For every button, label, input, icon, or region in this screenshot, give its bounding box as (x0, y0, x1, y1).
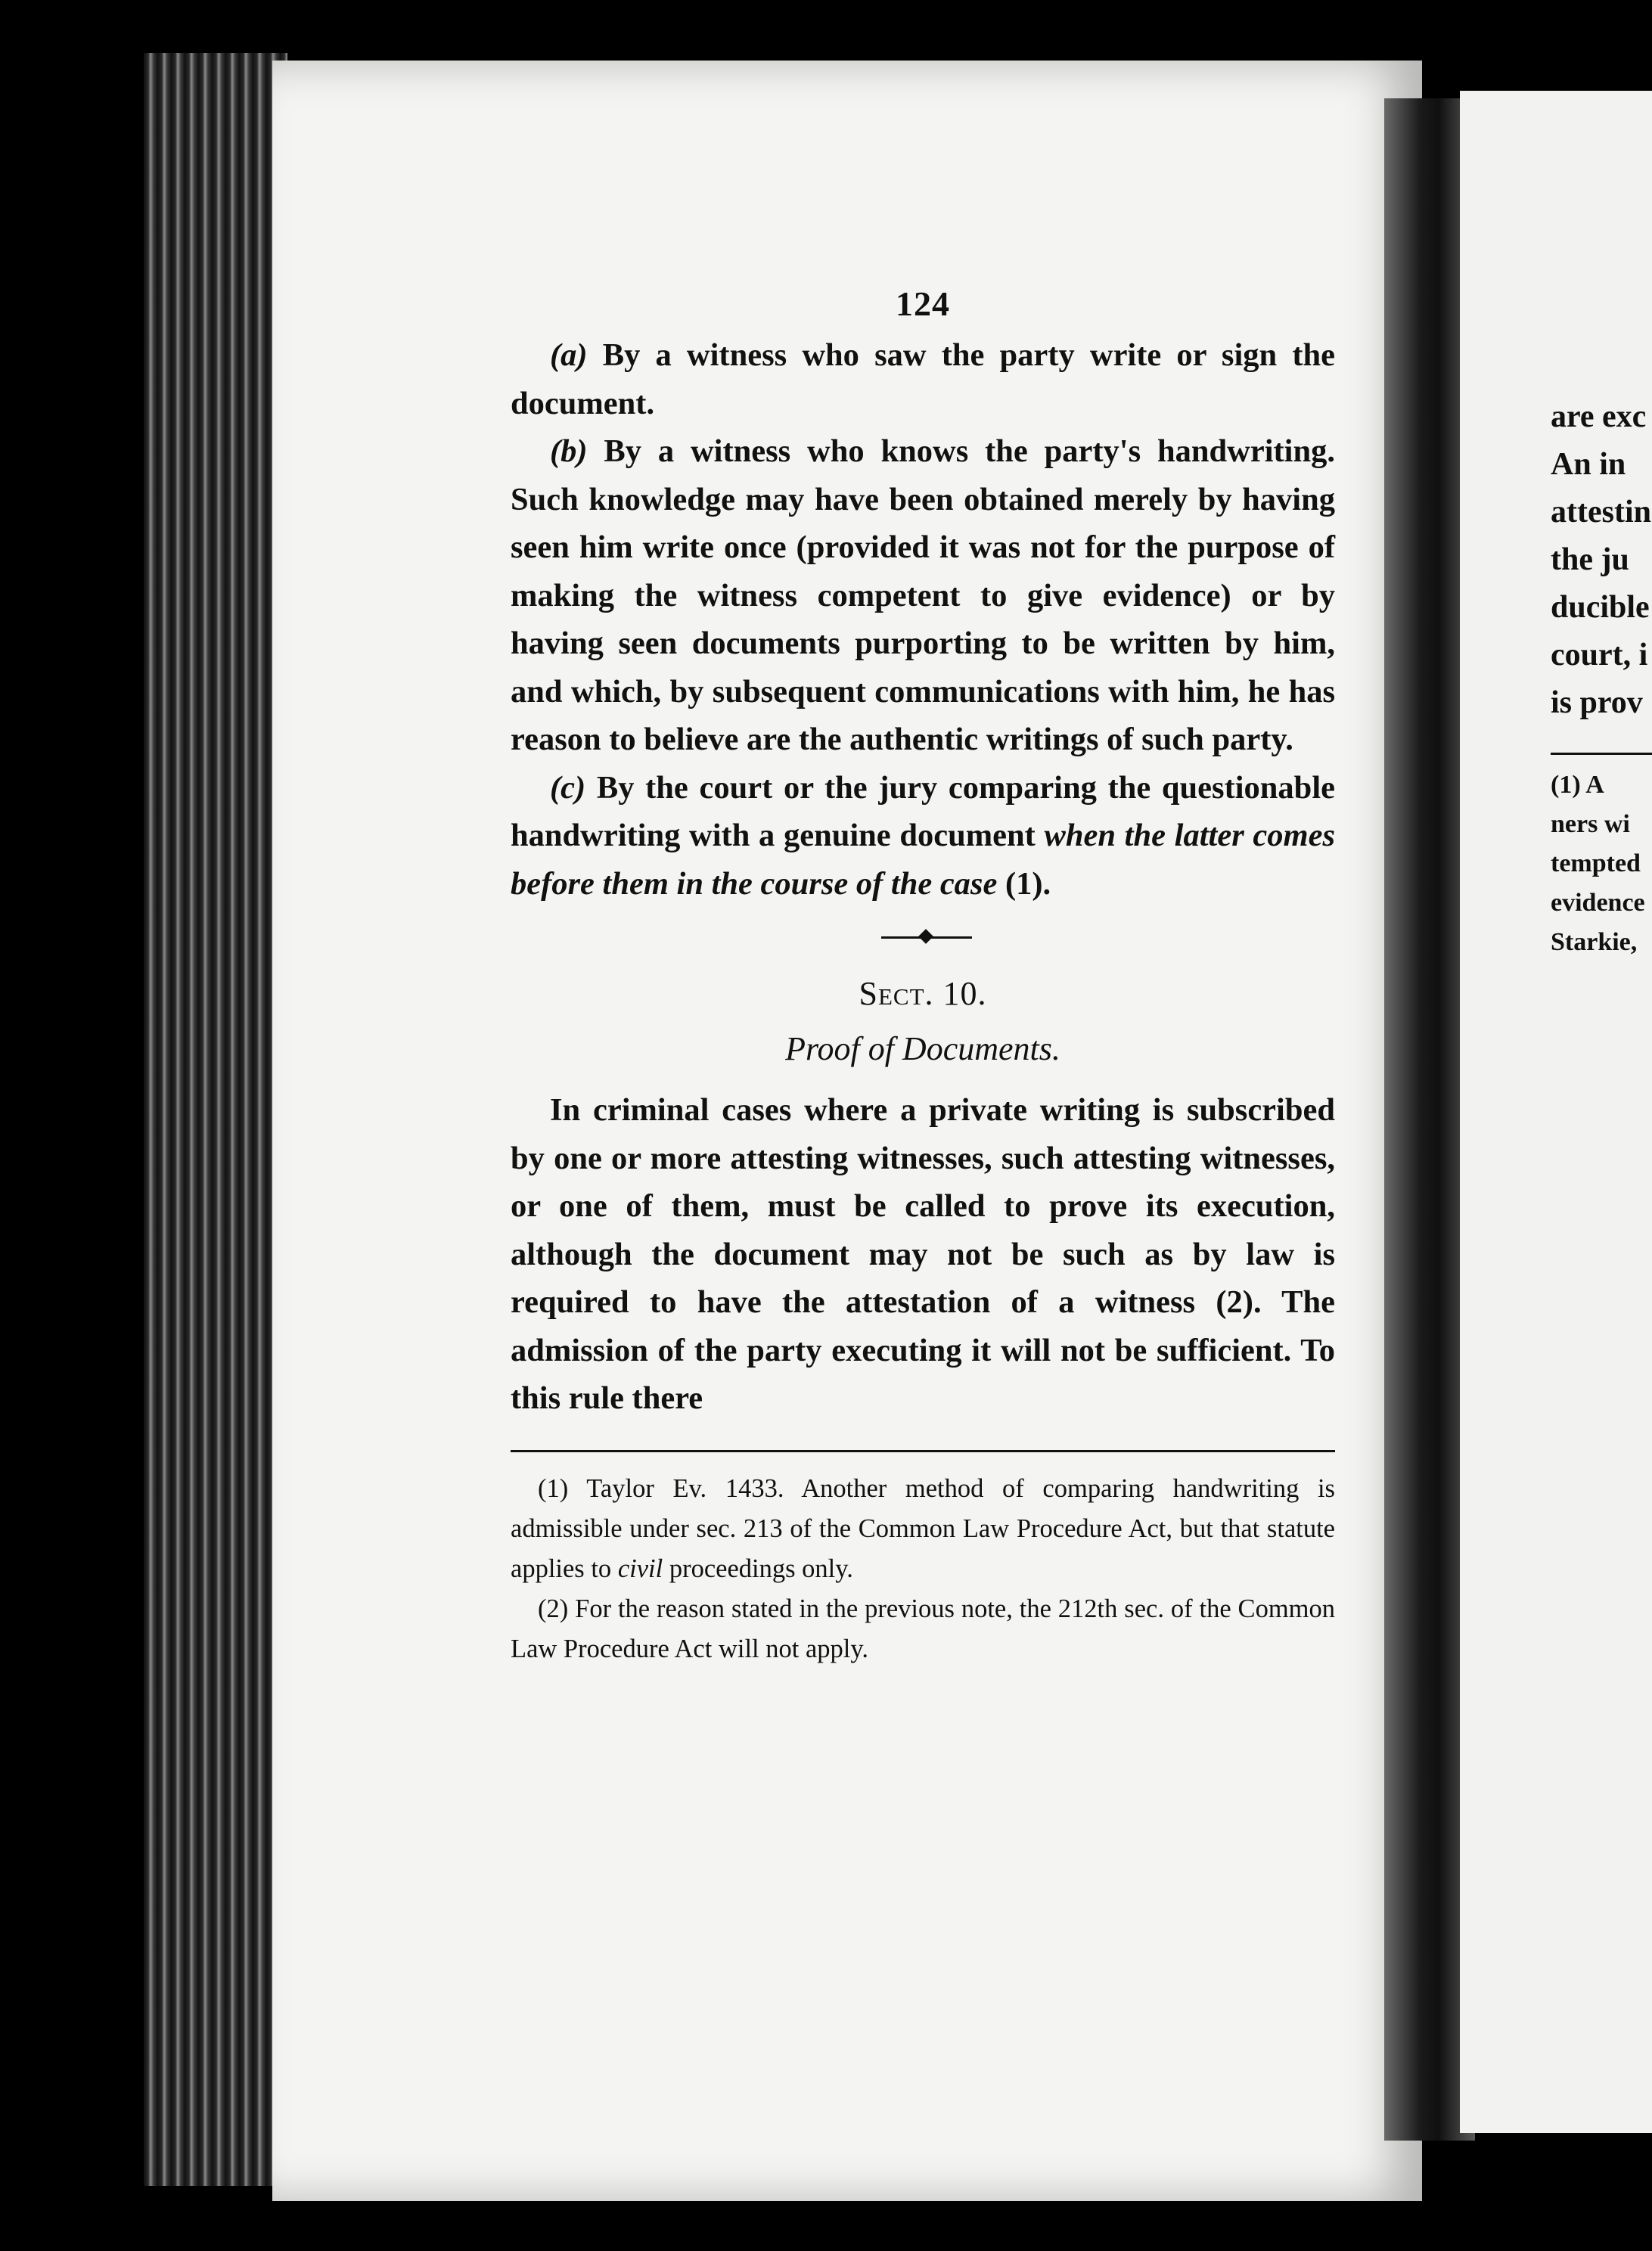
right-page-line: is prov (1551, 685, 1643, 720)
footnote-1 (511, 1469, 1335, 1589)
ornament-diamond-icon (918, 929, 933, 944)
paragraph-label: (b) (550, 433, 588, 469)
section-ornament (511, 926, 1335, 949)
right-page-text (1551, 393, 1652, 962)
paragraph-b (511, 427, 1335, 764)
footnote-italic-text: civil (617, 1554, 663, 1583)
page-number: 124 (896, 284, 950, 323)
section-heading: Sect. 10. (859, 975, 987, 1012)
right-page-line: are exc (1551, 399, 1647, 434)
section-body: In criminal cases where a private writing is subscribed by one or more attesting witnesses, such attesting witnesses, or one of them, must be called to prove its execution, although the document may not be such as by law is required to have the attestation of a witness (2). The admission of the party executing it will not be sufficient. To this rule there (511, 1092, 1335, 1416)
right-footnote-divider (1551, 753, 1652, 755)
paragraph-c (511, 764, 1335, 908)
paragraph-italic-text: when the latter comes before them in the course of the case (511, 818, 1335, 902)
right-page-line: attestin (1551, 495, 1651, 529)
book-page-edges (144, 53, 287, 2186)
footnote-text: (1) Taylor Ev. 1433. Another method of comparing handwriting is admissible under sec. 213 of the Common Law Procedure Act, but that statute applies to (511, 1473, 1335, 1583)
right-page-line: the ju (1551, 542, 1629, 577)
right-page-note-line: Starkie, (1551, 928, 1638, 956)
section-title: Proof of Documents. (785, 1030, 1060, 1067)
right-page-line: An in (1551, 447, 1626, 482)
paragraph-text: By the court or the jury comparing the questionable handwriting with a genuine document (511, 769, 1335, 853)
footnote-text-end: proceedings only. (663, 1554, 853, 1583)
right-page-note-line: ners wi (1551, 810, 1630, 838)
paragraph-a (511, 331, 1335, 427)
right-page-line: ducible (1551, 590, 1650, 625)
right-page-note-line: tempted (1551, 849, 1641, 877)
left-page-text (511, 284, 1335, 1669)
right-page-line: court, i (1551, 638, 1648, 672)
footnote-2: (2) For the reason stated in the previous note, the 212th sec. of the Common Law Procedure Act will not apply. (511, 1594, 1335, 1663)
paragraph-text-end: (1). (997, 865, 1051, 902)
footnote-divider (511, 1450, 1335, 1452)
right-page-note-line: (1) A (1551, 771, 1604, 799)
paragraph-label: (a) (550, 337, 588, 373)
paragraph-text: By a witness who knows the party's handwriting. Such knowledge may have been obtained merely by having seen him write once (provided it was not for the purpose of making the witness competent to give evidence) or by having seen documents purporting to be written by him, and which, by subsequent communications with him, he has reason to believe are the authentic writings of such party. (511, 433, 1335, 757)
paragraph-text: By a witness who saw the party write or sign the document. (511, 337, 1335, 421)
right-page-note-line: evidence (1551, 889, 1645, 917)
paragraph-label: (c) (550, 769, 586, 806)
